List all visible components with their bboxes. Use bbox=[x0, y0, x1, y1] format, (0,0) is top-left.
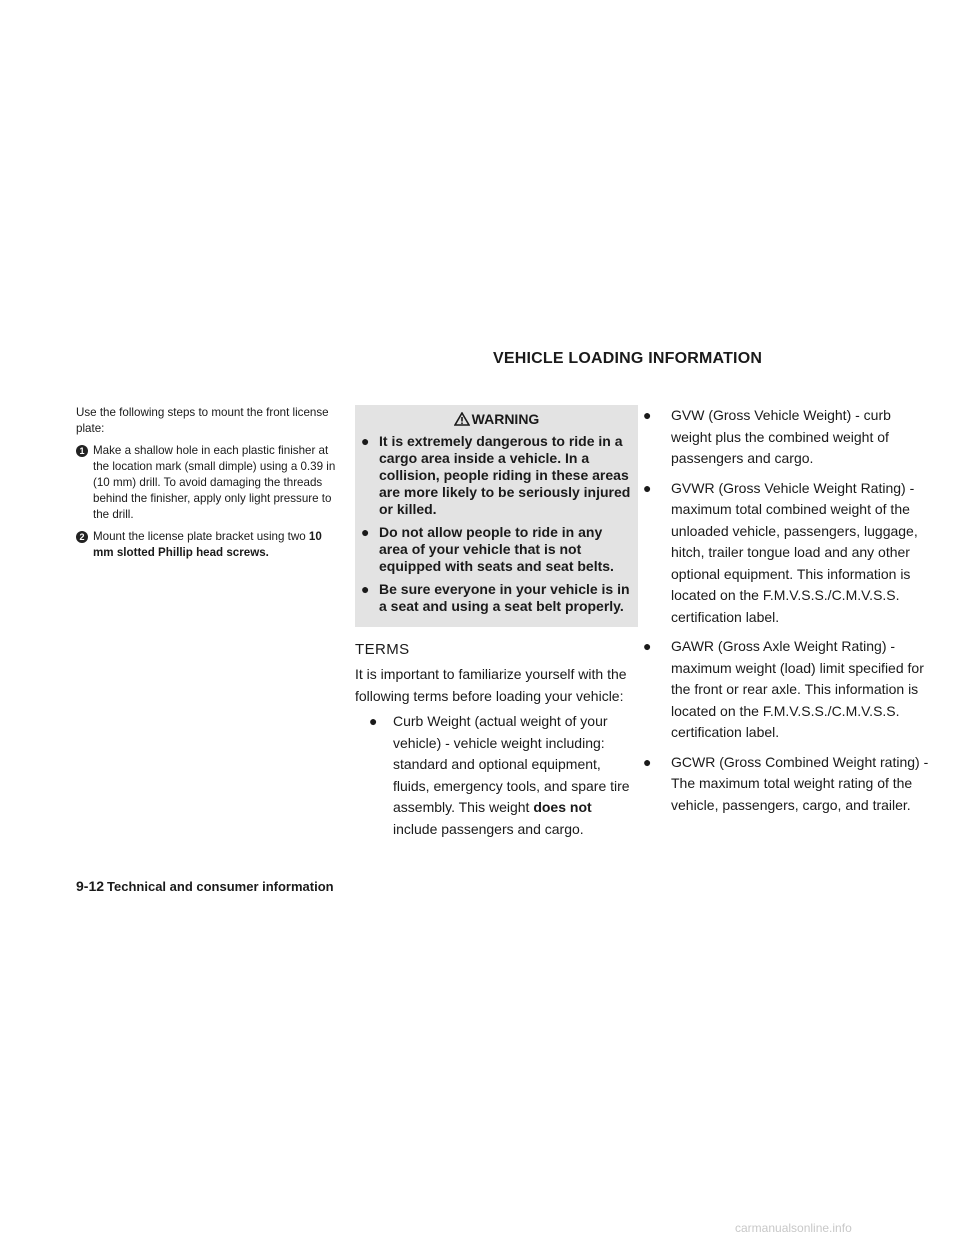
definitions-column bbox=[643, 405, 934, 824]
step-text: Make a shallow hole in each plastic finisher at the location mark (small dimple) using a 0.39 in (10 mm) drill. To avoid damaging the threads behind the finisher, apply only light pressure to the drill. bbox=[93, 444, 336, 521]
page-number: 9-12 bbox=[76, 878, 105, 894]
intro-text: Use the following steps to mount the front license plate: bbox=[76, 406, 329, 435]
warning-item: ● It is extremely dangerous to ride in a cargo area inside a vehicle. In a collision, people riding in these areas are more likely to be seriously injured or killed. bbox=[361, 433, 631, 517]
middle-column bbox=[355, 405, 638, 840]
page-footer bbox=[76, 878, 334, 894]
step-bold-text: 10 mm slotted Phillip head screws. bbox=[93, 530, 322, 559]
step-number-icon: 1 bbox=[76, 443, 93, 460]
warning-item: ● Be sure everyone in your vehicle is in a seat and using a seat belt properly. bbox=[361, 581, 630, 614]
definition-gawr: ● GAWR (Gross Axle Weight Rating) - maximum weight (load) limit specified for the front or rear axle. This information is located on the F.M.V.S.S./C.M.V.S.S. certification label. bbox=[643, 638, 924, 740]
warning-item: ● Do not allow people to ride in any area of your vehicle that is not equipped with seats and seat belts. bbox=[361, 524, 614, 574]
terms-heading: TERMS bbox=[355, 641, 410, 658]
definition-gvwr: ● GVWR (Gross Vehicle Weight Rating) - maximum total combined weight of the unloaded vehicle, passengers, luggage, hitch, trailer tongue load and any other optional equipment. This information is located on the F.M.V.S.S./C.M.V.S.S. certification label. bbox=[643, 479, 918, 625]
license-plate-instructions bbox=[76, 405, 342, 561]
step-2 bbox=[76, 529, 342, 561]
definition-gcwr: ● GCWR (Gross Combined Weight rating) - The maximum total weight rating of the vehicle, passengers, cargo, and trailer. bbox=[643, 753, 929, 813]
chapter-title: Technical and consumer information bbox=[107, 879, 334, 894]
section-title: VEHICLE LOADING INFORMATION bbox=[493, 350, 763, 367]
definition-gvw: ● GVW (Gross Vehicle Weight) - curb weight plus the combined weight of passengers and cargo. bbox=[643, 407, 891, 466]
step-text: Mount the license plate bracket using two 10 mm slotted Phillip head screws. bbox=[93, 530, 322, 559]
warning-triangle-icon bbox=[454, 412, 470, 426]
curb-weight-item: ● Curb Weight (actual weight of your vehicle) - vehicle weight including: standard and optional equipment, fluids, emergency tools, and spare tire assembly. This weight does not include passengers and cargo. bbox=[369, 713, 630, 837]
watermark: carmanualsonline.info bbox=[735, 1221, 852, 1235]
step-number-icon: 2 bbox=[76, 529, 93, 546]
terms-intro: It is important to familiarize yourself with the following terms before loading your vehicle: bbox=[355, 666, 627, 704]
warning-box bbox=[355, 405, 638, 627]
warning-heading: WARNING bbox=[361, 411, 632, 427]
step-1 bbox=[76, 443, 342, 523]
